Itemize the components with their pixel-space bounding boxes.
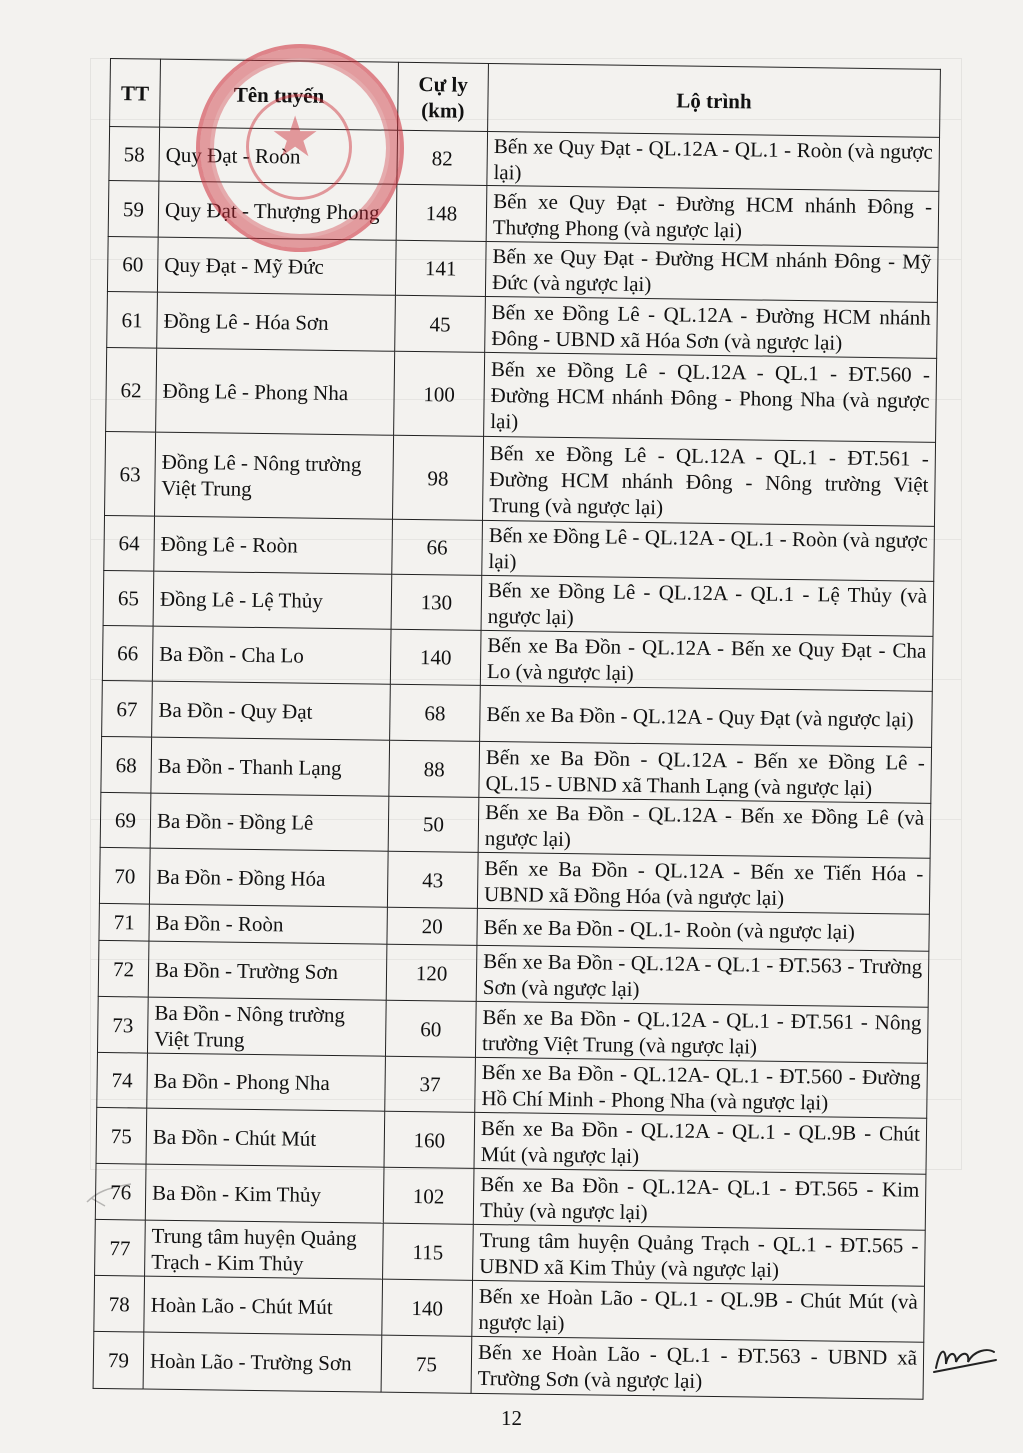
cell-route-name: Ba Đồn - Chút Mút — [146, 1108, 385, 1167]
table-row — [93, 1331, 924, 1399]
cell-route-name: Đồng Lê - Hóa Sơn — [157, 292, 396, 351]
cell-distance: 82 — [397, 130, 488, 185]
cell-route-name: Quy Đạt - Mỹ Đức — [157, 237, 396, 295]
cell-tt: 79 — [93, 1331, 144, 1389]
cell-distance: 100 — [394, 351, 485, 436]
cell-itinerary: Bến xe Ba Đồn - QL.12A - Bến xe Tiến Hóa - UBND xã Đồng Hóa (và ngược lại) — [477, 852, 930, 914]
table-row — [106, 347, 937, 442]
cell-tt: 61 — [107, 291, 158, 348]
cell-distance: 43 — [387, 851, 478, 908]
cell-tt: 70 — [99, 847, 150, 904]
cell-itinerary: Bến xe Quy Đạt - Đường HCM nhánh Đông - Mỹ Đức (và ngược lại) — [485, 241, 938, 302]
header-tt: TT — [110, 59, 161, 128]
table-header-row — [110, 59, 941, 138]
cell-tt: 65 — [103, 570, 154, 626]
cell-tt: 68 — [101, 736, 152, 793]
cell-route-name: Hoàn Lão - Trường Sơn — [143, 1332, 382, 1392]
header-distance: Cự ly (km) — [398, 62, 489, 131]
cell-itinerary: Bến xe Đồng Lê - QL.12A - QL.1 - ĐT.560 - Đường HCM nhánh Đông - Phong Nha (và ngược lại) — [484, 352, 937, 442]
cell-itinerary: Bến xe Ba Đồn - QL.12A- QL.1 - ĐT.560 - Đường Hồ Chí Minh - Phong Nha (và ngược lại) — [475, 1057, 928, 1118]
cell-itinerary: Bến xe Ba Đồn - QL.12A - Bến xe Đồng Lê - QL.15 - UBND xã Thanh Lạng (và ngược lại) — [479, 741, 932, 803]
page-number: 12 — [501, 1406, 522, 1430]
cell-distance: 148 — [396, 184, 487, 241]
table-row — [105, 431, 936, 526]
cell-itinerary: Trung tâm huyện Quảng Trạch - QL.1 - ĐT.565 - UBND xã Kim Thủy (và ngược lại) — [473, 1224, 926, 1286]
header-route: Lộ trình — [488, 63, 941, 137]
cell-distance: 102 — [383, 1167, 474, 1224]
cell-tt: 72 — [98, 940, 149, 997]
cell-itinerary: Bến xe Quy Đạt - Đường HCM nhánh Đông - Thượng Phong (và ngược lại) — [486, 185, 939, 247]
cell-tt: 75 — [96, 1107, 147, 1164]
cell-distance: 98 — [392, 435, 483, 520]
cell-distance: 130 — [391, 574, 482, 630]
cell-distance: 45 — [395, 295, 486, 352]
margin-mark-icon — [85, 1178, 135, 1208]
table-body — [93, 127, 939, 1400]
cell-tt: 66 — [102, 625, 153, 681]
cell-tt: 73 — [97, 996, 148, 1053]
cell-distance: 140 — [382, 1279, 473, 1336]
cell-itinerary: Bến xe Hoàn Lão - QL.1 - ĐT.563 - UBND xã Trường Sơn (và ngược lại) — [471, 1336, 924, 1399]
cell-distance: 50 — [388, 796, 479, 852]
cell-itinerary: Bến xe Ba Đồn - QL.12A - Bến xe Đồng Lê (và ngược lại) — [478, 797, 931, 858]
cell-distance: 75 — [381, 1335, 472, 1393]
cell-itinerary: Bến xe Ba Đồn - QL.12A- QL.1 - ĐT.565 - Kim Thủy (và ngược lại) — [473, 1168, 926, 1230]
cell-route-name: Ba Đồn - Đồng Lê — [150, 793, 389, 851]
cell-itinerary: Bến xe Hoàn Lão - QL.1 - QL.9B - Chút Mút (và ngược lại) — [472, 1280, 925, 1342]
cell-itinerary: Bến xe Ba Đồn - QL.12A - QL.1 - ĐT.563 - Trường Sơn (và ngược lại) — [476, 945, 929, 1007]
cell-itinerary: Bến xe Quy Đạt - QL.12A - QL.1 - Roòn (và ngược lại) — [487, 131, 940, 191]
cell-tt: 78 — [94, 1275, 145, 1332]
cell-route-name: Ba Đồn - Roòn — [149, 904, 387, 944]
cell-itinerary: Bến xe Đồng Lê - QL.12A - QL.1 - Roòn (và ngược lại) — [482, 520, 935, 581]
cell-route-name: Trung tâm huyện Quảng Trạch - Kim Thủy — [145, 1220, 384, 1279]
seal-star-icon: ★ — [270, 105, 321, 170]
cell-itinerary: Bến xe Ba Đồn - QL.12A - Bến xe Quy Đạt - Cha Lo (và ngược lại) — [480, 630, 933, 691]
routes-table — [93, 58, 941, 1400]
cell-route-name: Đồng Lê - Roòn — [154, 516, 393, 574]
cell-distance: 141 — [395, 240, 486, 296]
header-name: Tên tuyến — [160, 59, 399, 130]
cell-route-name: Ba Đồn - Đồng Hóa — [149, 848, 388, 907]
cell-tt: 77 — [95, 1219, 146, 1276]
cell-distance: 160 — [384, 1111, 475, 1168]
cell-tt: 60 — [107, 236, 158, 292]
cell-distance: 88 — [389, 740, 480, 797]
cell-tt: 58 — [109, 127, 160, 182]
cell-itinerary: Bến xe Ba Đồn - QL.12A - QL.1 - QL.9B - Chút Mút (và ngược lại) — [474, 1112, 927, 1174]
cell-route-name: Ba Đồn - Trường Sơn — [148, 941, 387, 1000]
cell-tt: 63 — [105, 431, 156, 516]
cell-distance: 68 — [390, 684, 481, 741]
cell-tt: 64 — [104, 515, 155, 571]
cell-itinerary: Bến xe Ba Đồn - QL.12A - Quy Đạt (và ngược lại) — [480, 685, 933, 747]
cell-distance: 120 — [386, 944, 477, 1001]
cell-route-name: Ba Đồn - Quy Đạt — [152, 681, 391, 740]
cell-itinerary: Bến xe Đồng Lê - QL.12A - Đường HCM nhánh Đông - UBND xã Hóa Sơn (và ngược lại) — [485, 296, 938, 358]
cell-tt: 62 — [106, 347, 157, 432]
cell-tt: 74 — [97, 1052, 148, 1108]
cell-distance: 60 — [385, 1000, 476, 1057]
cell-tt: 76 — [95, 1163, 146, 1220]
cell-itinerary: Bến xe Ba Đồn - QL.1- Roòn (và ngược lại) — [477, 908, 929, 951]
cell-route-name: Ba Đồn - Cha Lo — [152, 626, 391, 684]
cell-route-name: Đồng Lê - Lệ Thủy — [153, 571, 392, 629]
cell-route-name: Quy Đạt - Thượng Phong — [158, 181, 397, 240]
cell-route-name: Ba Đồn - Nông trường Việt Trung — [147, 997, 386, 1056]
cell-route-name: Đồng Lê - Nông trường Việt Trung — [155, 432, 394, 519]
signature-icon — [930, 1338, 1000, 1378]
cell-distance: 37 — [385, 1056, 476, 1112]
cell-route-name: Ba Đồn - Kim Thủy — [145, 1164, 384, 1223]
cell-route-name: Hoàn Lão - Chút Mút — [144, 1276, 383, 1335]
cell-distance: 115 — [383, 1223, 474, 1280]
cell-itinerary: Bến xe Đồng Lê - QL.12A - QL.1 - Lệ Thủy (và ngược lại) — [481, 575, 934, 636]
cell-tt: 59 — [108, 180, 159, 237]
cell-distance: 20 — [387, 907, 477, 945]
cell-itinerary: Bến xe Ba Đồn - QL.12A - QL.1 - ĐT.561 - Nông trường Việt Trung (và ngược lại) — [475, 1001, 928, 1063]
cell-route-name: Đồng Lê - Phong Nha — [156, 348, 395, 435]
cell-distance: 66 — [392, 519, 483, 575]
cell-route-name: Quy Đạt - Roòn — [159, 127, 398, 184]
cell-tt: 67 — [102, 680, 153, 737]
cell-itinerary: Bến xe Đồng Lê - QL.12A - QL.1 - ĐT.561 - Đường HCM nhánh Đông - Nông trường Việt Trung (và ngược lại) — [482, 436, 935, 526]
cell-tt: 69 — [100, 792, 151, 848]
cell-route-name: Ba Đồn - Phong Nha — [147, 1053, 386, 1111]
cell-distance: 140 — [390, 629, 481, 685]
cell-route-name: Ba Đồn - Thanh Lạng — [151, 737, 390, 796]
cell-tt: 71 — [99, 903, 149, 941]
